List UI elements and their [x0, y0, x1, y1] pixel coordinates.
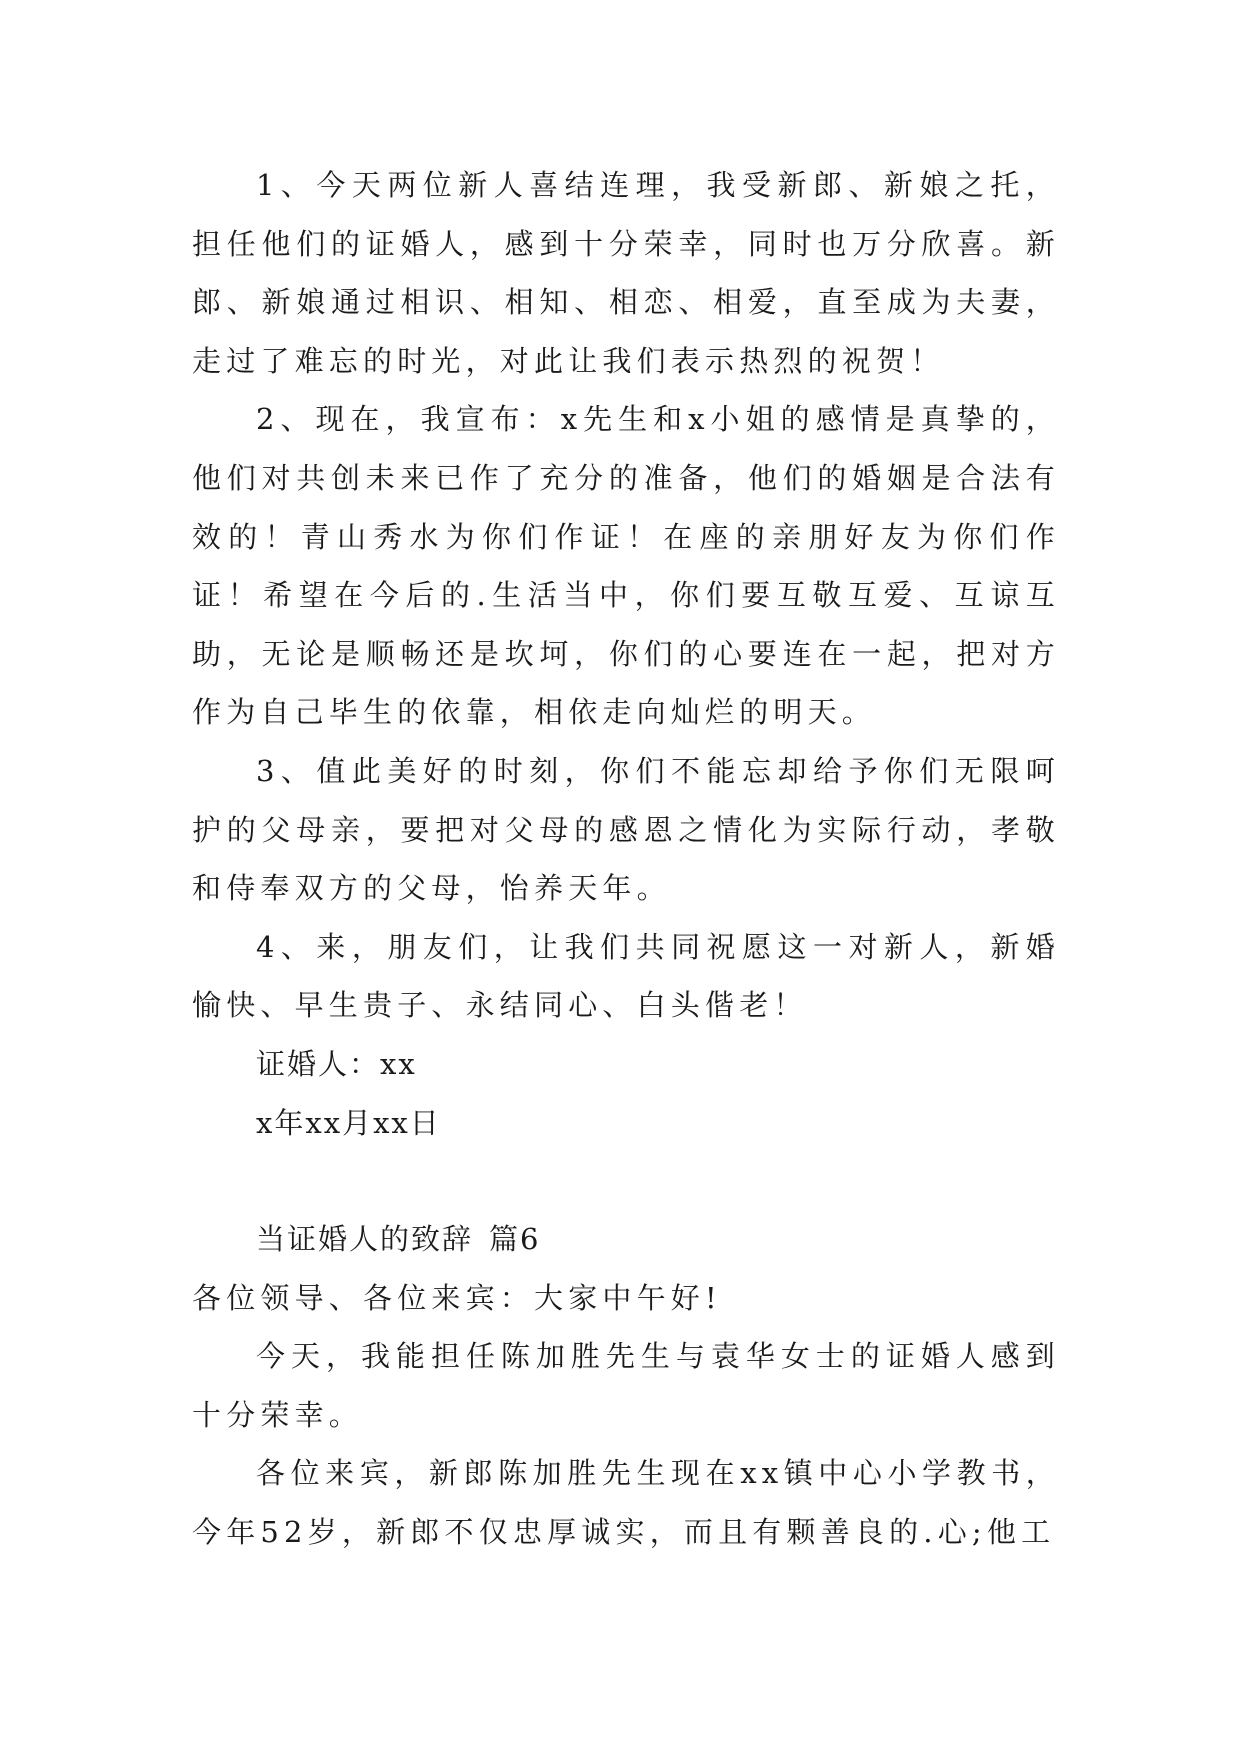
- paragraph-section6-1: 今天，我能担任陈加胜先生与袁华女士的证婚人感到十分荣幸。: [192, 1339, 1060, 1432]
- paragraph-4: 4、来，朋友们，让我们共同祝愿这一对新人，新婚愉快、早生贵子、永结同心、白头偕老！: [192, 929, 1060, 1023]
- section-part-number: 篇6: [489, 1222, 541, 1257]
- paragraph-3: 3、值此美好的时刻，你们不能忘却给予你们无限呵护的父母亲，要把对父母的感恩之情化为实际行动，孝敬和侍奉双方的父母，怡养天年。: [192, 753, 1060, 906]
- paragraph-2: 2、现在，我宣布：x先生和x小姐的感情是真挚的，他们对共创未来已作了充分的准备，他们的婚姻是合法有效的！青山秀水为你们作证！在座的亲朋好友为你们作证！希望在今后的.生活当中，你们要互敬互爱、互谅互助，无论是顺畅还是坎坷，你们的心要连在一起，把对方作为自己毕生的依靠，相依走向灿烂的明天。: [192, 402, 1060, 730]
- greeting: 各位领导、各位来宾：大家中午好!: [192, 1280, 722, 1315]
- paragraph-1: 1、今天两位新人喜结连理，我受新郎、新娘之托，担任他们的证婚人，感到十分荣幸，同时也万分欣喜。新郎、新娘通过相识、相知、相恋、相爱，直至成为夫妻，走过了难忘的时光，对此让我们表示热烈的祝贺！: [192, 168, 1060, 378]
- document-page: [192, 156, 1060, 1562]
- paragraph-section6-2: 各位来宾，新郎陈加胜先生现在xx镇中心小学教书，今年52岁，新郎不仅忠厚诚实，而且有颗善良的.心;他工: [192, 1456, 1060, 1550]
- section-heading: [192, 1210, 1060, 1269]
- section-title: 当证婚人的致辞: [256, 1222, 474, 1257]
- witness-signature: 证婚人：xx: [256, 1046, 417, 1081]
- section-gap: [192, 1152, 1060, 1210]
- signature-date: x年xx月xx日: [256, 1105, 441, 1140]
